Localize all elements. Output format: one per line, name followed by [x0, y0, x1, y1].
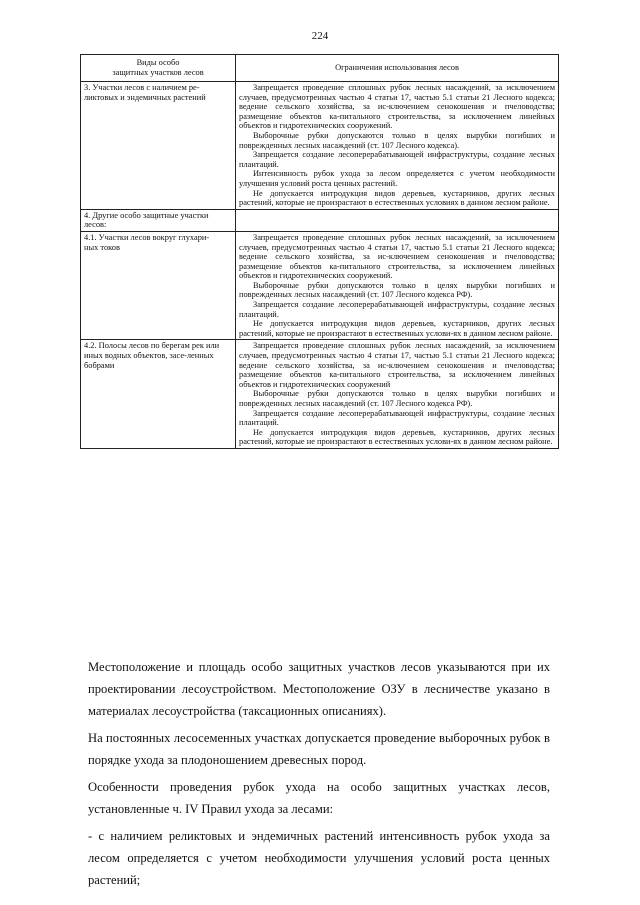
row-kind: 4. Другие особо защитные участки лесов: — [81, 209, 236, 231]
restriction-item: Запрещается создание лесоперерабатывающей инфраструктуры, создание лесных плантаций. — [239, 150, 555, 169]
restriction-item: Запрещается проведение сплошных рубок лесных насаждений, за исключением случаев, предусмотренных частью 4 статьи 17, частью 5.1 статьи 21 Лесного кодекса; ведение сельского хозяйства, за ис-ключением сенокошения и пчеловодства; размещение объектов ка-питального строительства, за исключением линейных объектов и гидротехнических сооружений. — [239, 232, 555, 281]
restriction-item: Запрещается проведение сплошных рубок лесных насаждений, за исключением случаев, предусмотренных частью 4 статьи 17, частью 5.1 статьи 21 Лесного кодекса; ведение сельского хозяйства, за ис-ключением сенокошения и пчеловодства; размещение объектов ка-питального строительства, за исключением линейных объектов и гидротехнических сооружений — [239, 341, 555, 389]
table-header-row — [81, 55, 559, 82]
body-text — [88, 656, 550, 891]
table-row — [81, 231, 559, 340]
restriction-item: Запрещается проведение сплошных рубок лесных насаждений, за исключением случаев, предусмотренных частью 4 статьи 17, частью 5.1 статьи 21 Лесного кодекса; ведение сельского хозяйства, за ис-ключением сенокошения и пчеловодства; размещение объектов ка-питального строительства, за исключением линейных объектов и гидротехнических сооружений. — [239, 83, 555, 131]
forest-restrictions-table — [80, 54, 559, 449]
header-restrictions: Ограничения использования лесов — [236, 55, 559, 82]
table-row — [81, 82, 559, 210]
page-number: 224 — [311, 30, 329, 42]
table-row — [81, 340, 559, 449]
restriction-item: Выборочные рубки допускаются только в целях вырубки погибших и поврежденных лесных насаждений (ст. 107 Лесного кодекса). — [239, 130, 555, 150]
restriction-item: Интенсивность рубок ухода за лесом определяется с учетом необходимости улучшения условий роста ценных растений. — [239, 169, 555, 188]
restriction-item: Выборочные рубки допускаются только в целях вырубки погибших и поврежденных лесных насаждений (ст. 107 Лесного кодекса РФ). — [239, 389, 555, 408]
paragraph — [88, 656, 550, 722]
header-kinds: Виды особо защитных участков лесов — [81, 55, 236, 82]
restriction-item: Запрещается создание лесоперерабатывающей инфраструктуры, создание лесных плантаций. — [239, 300, 555, 319]
restriction-item: Не допускается интродукция видов деревьев, кустарников, других лесных растений, которые не произрастают в естественных условиях в данном лесном районе. — [239, 188, 555, 208]
paragraph-text: Местоположение и площадь особо защитных участков лесов указываются при их проектировании лесоустройством. Местоположение ОЗУ в лесничестве указано в материалах лесоустройства (таксационных описаниях). — [88, 660, 550, 718]
paragraph — [88, 727, 550, 771]
paragraph — [88, 825, 550, 891]
row-restrictions — [236, 82, 559, 210]
table-row — [81, 209, 559, 231]
row-kind: 4.2. Полосы лесов по берегам рек или иных водных объектов, засе-ленных бобрами — [81, 340, 236, 449]
row-restrictions-empty — [236, 209, 559, 231]
row-kind: 3. Участки лесов с наличием ре- ликтовых и эндемичных растений — [81, 82, 236, 210]
paragraph-text: - с наличием реликтовых и эндемичных растений интенсивность рубок ухода за лесом определяется с учетом необходимости улучшения условий роста ценных растений; — [88, 829, 550, 887]
restriction-item: Не допускается интродукция видов деревьев, кустарников, других лесных растений, которые не произрастают в естественных услови-ях в данном лесном районе. — [239, 427, 555, 447]
paragraph — [88, 776, 550, 820]
restriction-item: Выборочные рубки допускаются только в целях вырубки погибших и поврежденных лесных насаждений (ст. 107 Лесного кодекса РФ). — [239, 280, 555, 300]
row-restrictions — [236, 231, 559, 340]
restriction-item: Запрещается создание лесоперерабатывающей инфраструктуры, создание лесных плантаций. — [239, 408, 555, 428]
paragraph-text: На постоянных лесосеменных участках допускается проведение выборочных рубок в порядке ухода за плодоношением древесных пород. — [88, 731, 550, 767]
paragraph-text: Особенности проведения рубок ухода на особо защитных участках лесов, установленные ч. IV Правил ухода за лесами: — [88, 780, 550, 816]
row-kind: 4.1. Участки лесов вокруг глухари- ных токов — [81, 231, 236, 340]
restriction-item: Не допускается интродукция видов деревьев, кустарников, других лесных растений, которые не произрастают в естественных услови-ях в данном лесном районе. — [239, 319, 555, 338]
row-restrictions — [236, 340, 559, 449]
